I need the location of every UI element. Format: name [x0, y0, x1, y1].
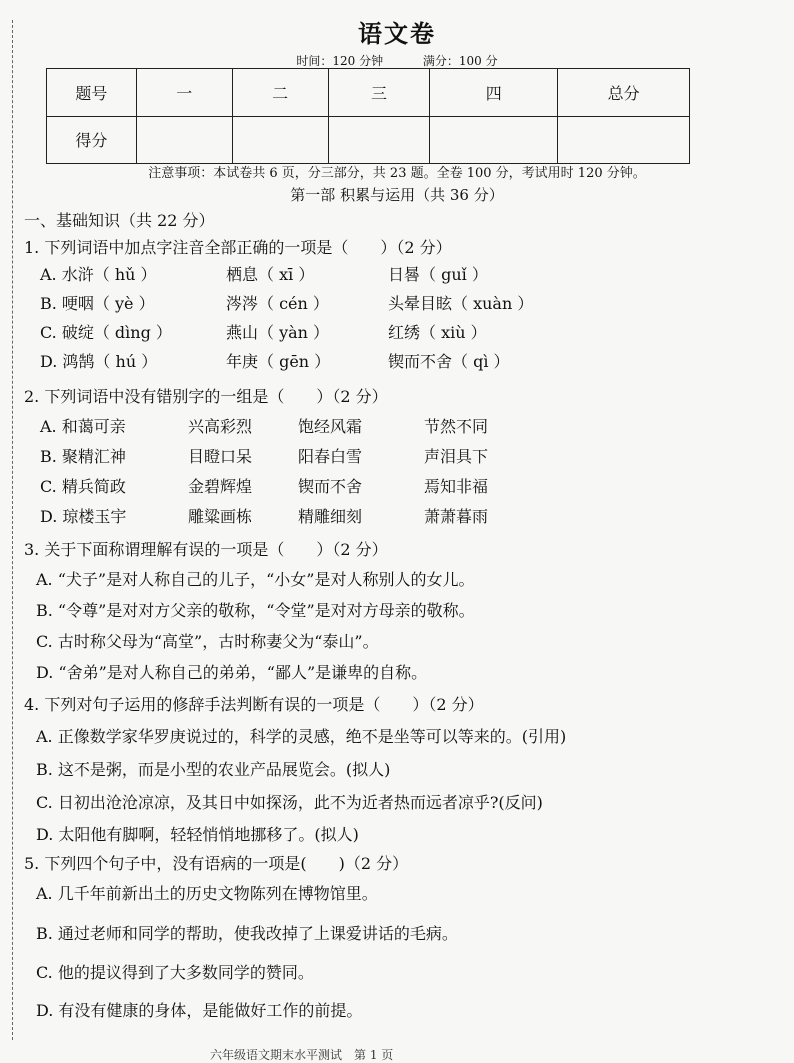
- q4-option-d: D. 太阳他有脚啊，轻轻悄悄地挪移了。(拟人): [36, 825, 359, 844]
- score-header-4: 四: [430, 69, 558, 117]
- q2-word: 节然不同: [424, 417, 489, 436]
- q1-word: 燕山（ yàn ）: [226, 323, 330, 342]
- q3-option-b: B. “令尊”是对对方父亲的敬称，“令堂”是对对方母亲的敬称。: [36, 601, 475, 620]
- q1-word: 栖息（ xī ）: [226, 265, 315, 284]
- q5-option-d: D. 有没有健康的身体，是能做好工作的前提。: [36, 1001, 363, 1020]
- score-header-total: 总分: [558, 69, 690, 117]
- score-cell[interactable]: [430, 116, 558, 164]
- exam-time: 时间：120 分钟: [296, 54, 384, 68]
- q2-word: 饱经风霜: [298, 417, 363, 436]
- q1-option: D. 鸿鹄（ hú ）: [40, 352, 158, 371]
- exam-meta: [0, 52, 794, 69]
- score-cell[interactable]: [558, 116, 690, 164]
- q2-option: B. 聚精汇神: [40, 447, 126, 466]
- question-1-stem: 1. 下列词语中加点字注音全部正确的一项是（ ）（2 分）: [24, 238, 452, 257]
- section-heading: 一、基础知识（共 22 分）: [24, 211, 215, 230]
- q5-option-a: A. 几千年前新出土的历史文物陈列在博物馆里。: [36, 884, 378, 903]
- q2-word: 目瞪口呆: [188, 447, 253, 466]
- q2-word: 萧萧暮雨: [424, 507, 489, 526]
- q4-option-a: A. 正像数学家华罗庚说过的，科学的灵感，绝不是坐等可以等来的。(引用): [36, 727, 567, 746]
- q4-option-c: C. 日初出沧沧凉凉，及其日中如探汤，此不为近者热而远者凉乎?(反问): [36, 793, 543, 812]
- q2-word: 声泪具下: [424, 447, 489, 466]
- q2-word: 兴高彩烈: [188, 417, 253, 436]
- score-header-1: 一: [136, 69, 232, 117]
- q1-word: 年庚（ gēn ）: [226, 352, 331, 371]
- q5-option-b: B. 通过老师和同学的帮助，使我改掉了上课爱讲话的毛病。: [36, 924, 458, 943]
- q1-word: 涔涔（ cén ）: [226, 294, 329, 313]
- question-5-stem: 5. 下列四个句子中，没有语病的一项是( )（2 分）: [24, 854, 409, 873]
- q1-word: 日晷（ guǐ ）: [388, 265, 488, 284]
- q2-word: 焉知非福: [424, 477, 489, 496]
- page-footer: 六年级语文期末水平测试 第 1 页: [210, 1048, 394, 1062]
- q1-option: C. 破绽（ dìng ）: [40, 323, 172, 342]
- score-header-2: 二: [232, 69, 328, 117]
- q1-option: B. 哽咽（ yè ）: [40, 294, 155, 313]
- notice: 注意事项：本试卷共 6 页，分三部分，共 23 题。全卷 100 分，考试用时 120 分钟。: [148, 166, 646, 181]
- q2-option: C. 精兵简政: [40, 477, 126, 496]
- part-heading: 第一部 积累与运用（共 36 分）: [290, 186, 504, 204]
- q2-word: 雕粱画栋: [188, 507, 253, 526]
- page-title: 语文卷: [358, 19, 436, 48]
- q1-word: 锲而不舍（ qì ）: [388, 352, 510, 371]
- question-2-stem: 2. 下列词语中没有错别字的一组是（ ）（2 分）: [24, 387, 388, 406]
- q1-option: A. 水浒（ hǔ ）: [40, 265, 157, 284]
- q1-word: 头晕目眩（ xuàn ）: [388, 294, 534, 313]
- q5-option-c: C. 他的提议得到了大多数同学的赞同。: [36, 963, 314, 982]
- q2-word: 锲而不舍: [298, 477, 363, 496]
- q2-option: D. 琼楼玉宇: [40, 507, 127, 526]
- exam-full-score: 满分：100 分: [422, 54, 498, 68]
- q2-word: 金碧辉煌: [188, 477, 253, 496]
- score-table: [46, 68, 690, 164]
- question-3-stem: 3. 关于下面称谓理解有误的一项是（ ）（2 分）: [24, 540, 388, 559]
- q1-word: 红绣（ xiù ）: [388, 323, 487, 342]
- q4-option-b: B. 这不是粥，而是小型的农业产品展览会。(拟人): [36, 760, 391, 779]
- score-header-3: 三: [328, 69, 430, 117]
- score-cell[interactable]: [232, 116, 328, 164]
- q3-option-c: C. 古时称父母为“高堂”，古时称妻父为“泰山”。: [36, 632, 379, 651]
- score-cell[interactable]: [136, 116, 232, 164]
- q2-word: 阳春白雪: [298, 447, 363, 466]
- score-row-label: 得分: [47, 116, 137, 164]
- score-header-label: 题号: [47, 69, 137, 117]
- question-4-stem: 4. 下列对句子运用的修辞手法判断有误的一项是（ ）（2 分）: [24, 695, 484, 714]
- q3-option-d: D. “舍弟”是对人称自己的弟弟，“鄙人”是谦卑的自称。: [36, 663, 428, 682]
- q2-option: A. 和蔼可亲: [40, 417, 126, 436]
- q2-word: 精雕细刻: [298, 507, 363, 526]
- score-cell[interactable]: [328, 116, 430, 164]
- q3-option-a: A. “犬子”是对人称自己的儿子，“小女”是对人称别人的女儿。: [36, 570, 475, 589]
